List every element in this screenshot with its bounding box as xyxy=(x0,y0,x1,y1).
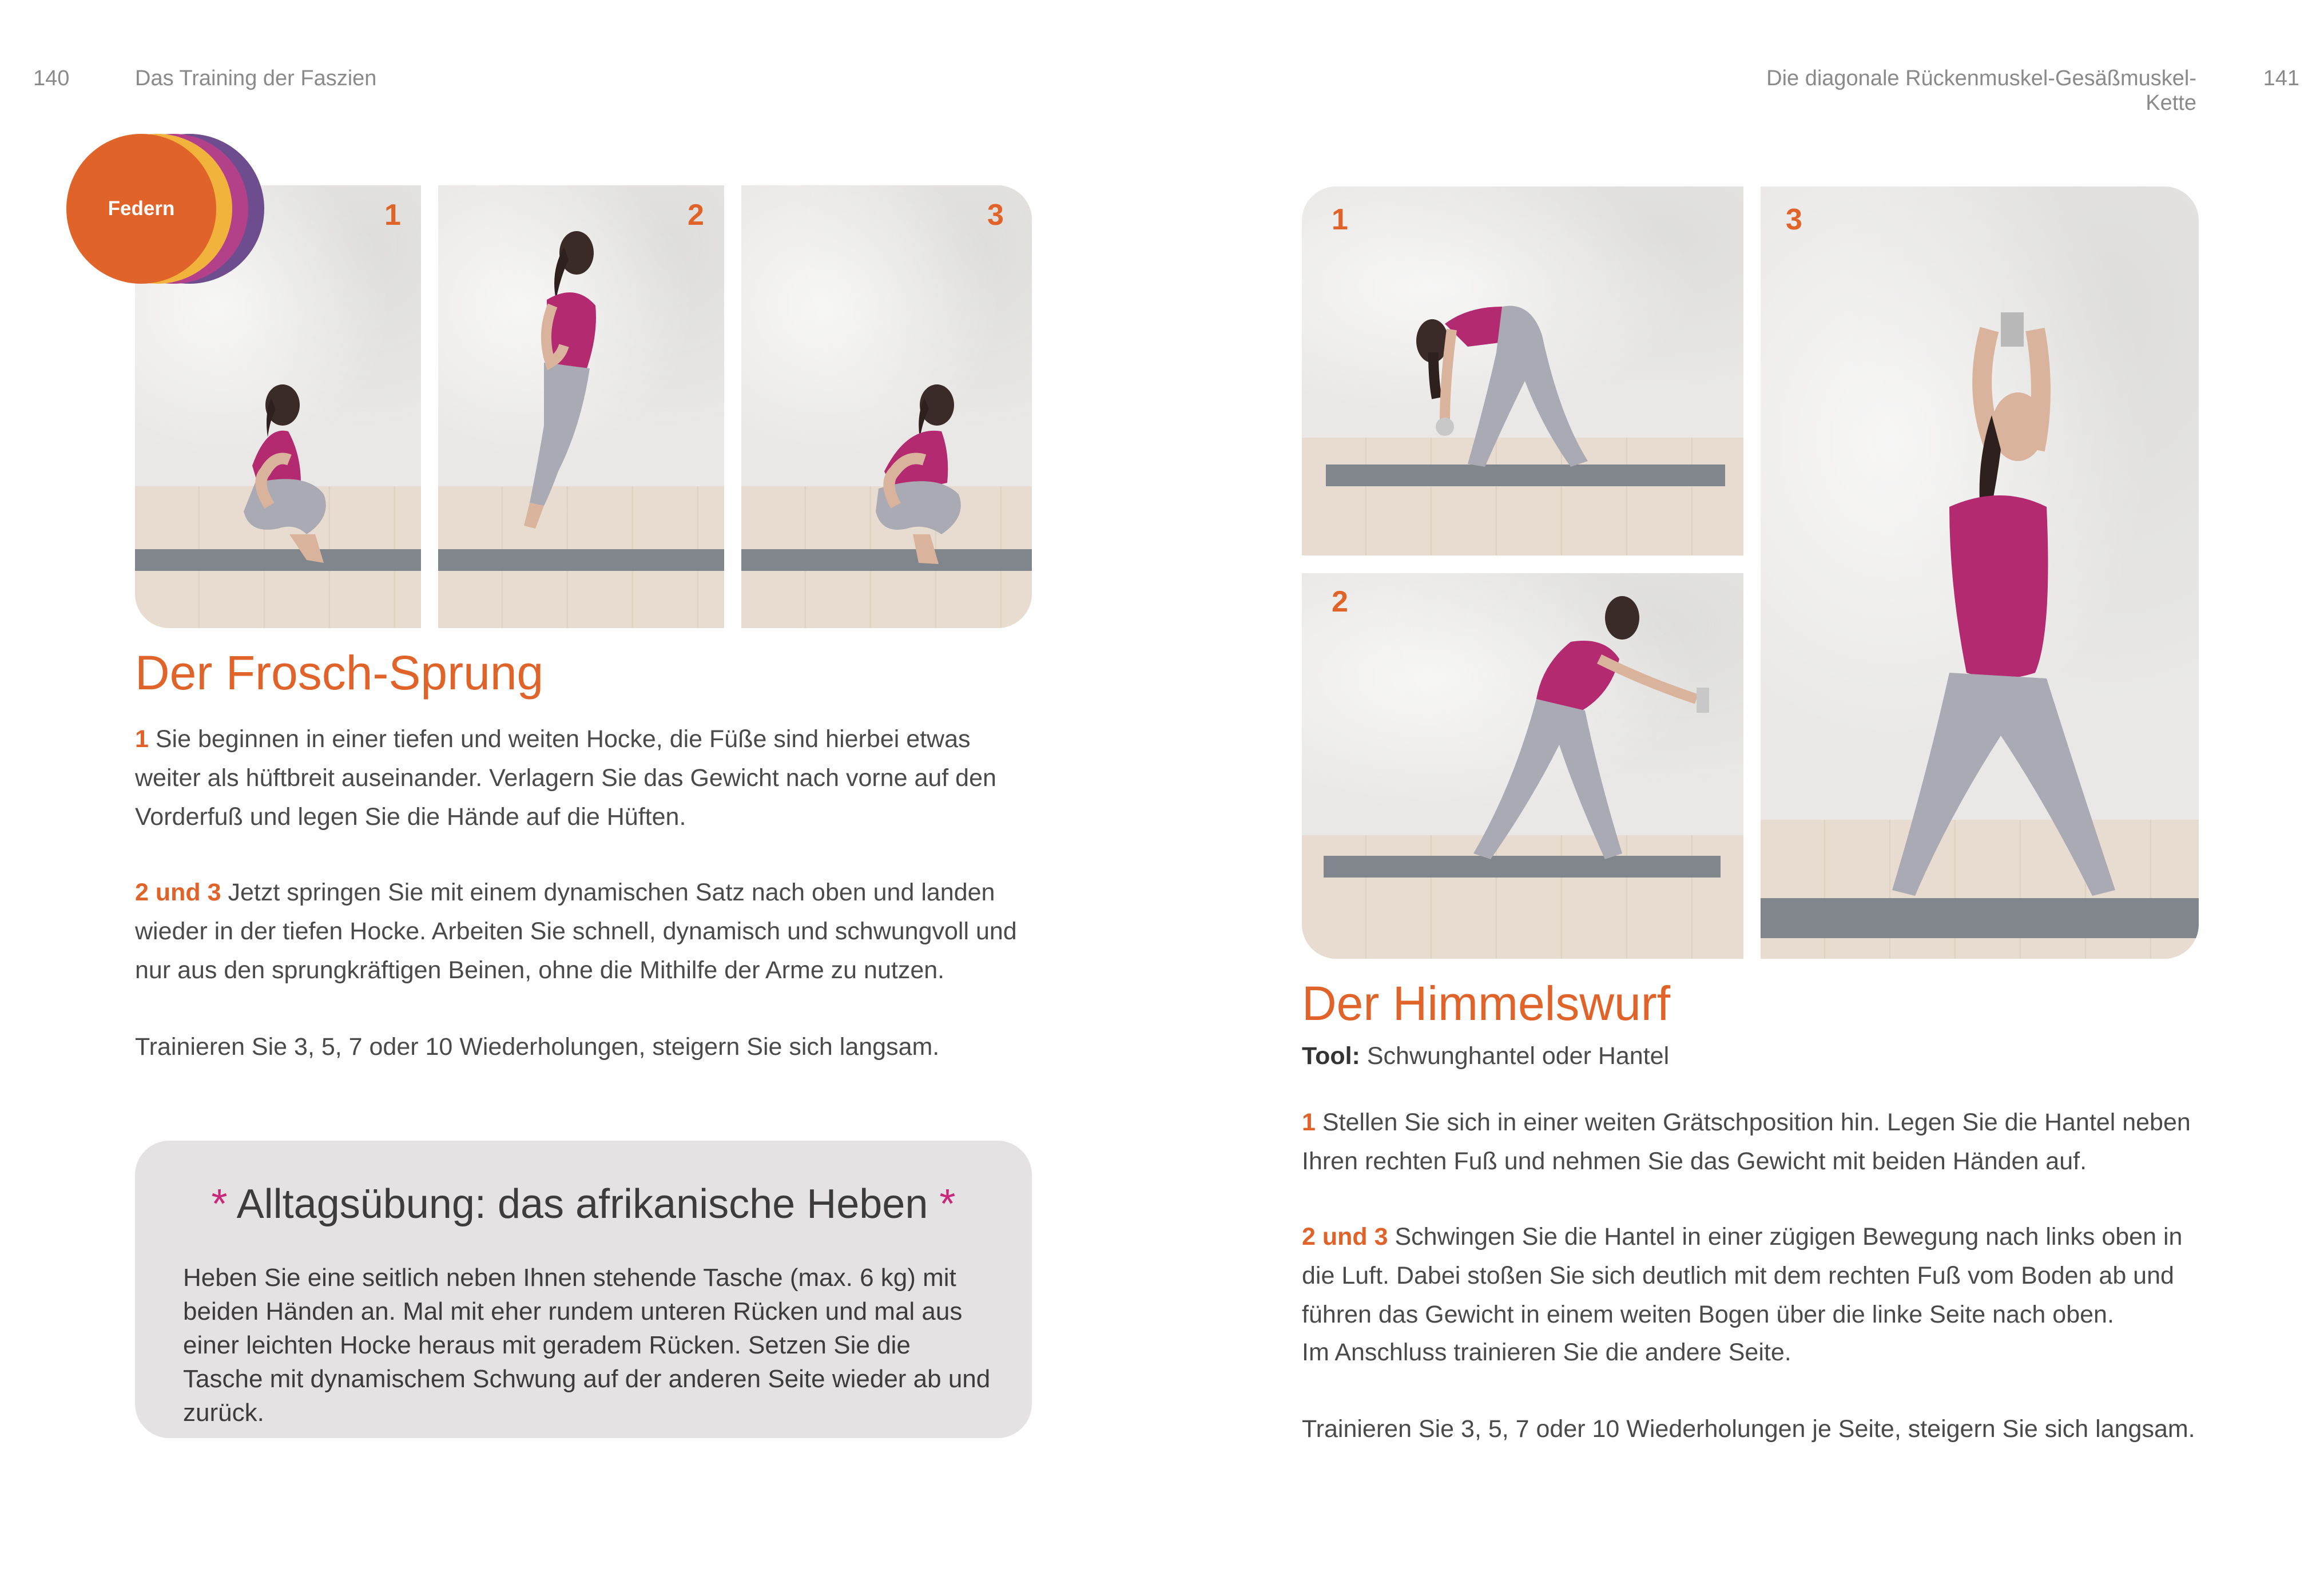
section-tab-federn: Federn xyxy=(66,134,216,284)
tool-value: Schwunghantel oder Hantel xyxy=(1366,1042,1670,1070)
sky-throw-photo-2 xyxy=(1302,573,1743,959)
frog-jump-photo-strip xyxy=(135,185,1032,628)
step-lead: 2 und 3 xyxy=(135,879,221,906)
photo-number: 1 xyxy=(1332,203,1348,236)
sky-throw-other-side: Im Anschluss trainieren Sie die andere Seite. xyxy=(1302,1339,1791,1366)
sky-throw-step-1 xyxy=(1302,1103,2206,1181)
sky-throw-photo-grid xyxy=(1302,186,2199,959)
step-lead: 1 xyxy=(1302,1109,1316,1136)
step-text: Sie beginnen in einer tiefen und weiten Hocke, die Füße sind hierbei etwas weiter als hüftbreit auseinander. Verlagern Sie das Gewicht nach vorne auf den Vorderfuß und legen Sie die Hände auf die Hüften. xyxy=(135,725,996,831)
sky-throw-tool xyxy=(1302,1037,2217,1075)
sky-throw-step-2-3 xyxy=(1302,1217,2206,1334)
step-lead: 1 xyxy=(135,725,149,753)
asterisk-icon: * xyxy=(939,1181,956,1227)
everyday-exercise-text: Heben Sie eine seitlich neben Ihnen stehende Tasche (max. 6 kg) mit beiden Händen an. Mal mit eher rundem unteren Rücken und mal aus einer leichten Hocke heraus mit geradem Rücken. Setzen Sie die Tasche mit dynamischem Schwung auf der anderen Seite wieder ab und zurück. xyxy=(183,1264,991,1427)
left-page-number: 140 xyxy=(33,66,70,90)
everyday-exercise-title xyxy=(135,1181,1032,1228)
step-text: Stellen Sie sich in einer weiten Grätschposition hin. Legen Sie die Hantel neben Ihren rechten Fuß und nehmen Sie das Gewicht mit beiden Händen auf. xyxy=(1302,1109,2191,1175)
woman-bending-figure xyxy=(1302,186,1743,555)
sky-throw-repetitions: Trainieren Sie 3, 5, 7 oder 10 Wiederholungen je Seite, steigern Sie sich langsam. xyxy=(1302,1415,2195,1443)
frog-jump-step-1 xyxy=(135,720,1039,836)
frog-jump-step-2-3 xyxy=(135,873,1039,990)
photo-number: 2 xyxy=(1332,585,1348,618)
woman-swinging-figure xyxy=(1302,573,1743,959)
step-lead: 2 und 3 xyxy=(1302,1223,1388,1250)
woman-landing-figure xyxy=(741,185,1032,628)
step-text: Schwingen Sie die Hantel in einer zügigen Bewegung nach links oben in die Luft. Dabei stoßen Sie sich deutlich mit dem rechten Fuß vom Boden ab und führen das Gewicht in einem weiten Bogen über die linke Seite nach oben. xyxy=(1302,1223,2183,1328)
left-running-title: Das Training der Faszien xyxy=(135,66,377,90)
sky-throw-title: Der Himmelswurf xyxy=(1302,976,1671,1030)
photo-number: 3 xyxy=(987,199,1004,232)
frog-jump-photo-2 xyxy=(438,185,724,628)
frog-jump-photo-3 xyxy=(741,185,1032,628)
everyday-exercise-box xyxy=(135,1141,1032,1438)
tool-label: Tool: xyxy=(1302,1042,1360,1070)
photo-number: 1 xyxy=(384,199,401,232)
woman-jumping-figure xyxy=(438,185,724,628)
sky-throw-photo-3 xyxy=(1761,186,2199,959)
right-page-number: 141 xyxy=(2263,66,2299,90)
box-title-text: Alltagsübung: das afrikanische Heben xyxy=(236,1181,928,1227)
photo-number: 2 xyxy=(688,199,704,232)
right-running-title: Die diagonale Rückenmuskel-Gesäßmuskel-Kette xyxy=(1766,66,2196,115)
photo-number: 3 xyxy=(1786,203,1802,236)
asterisk-icon: * xyxy=(211,1181,228,1227)
sky-throw-photo-1 xyxy=(1302,186,1743,555)
frog-jump-repetitions: Trainieren Sie 3, 5, 7 oder 10 Wiederholungen, steigern Sie sich langsam. xyxy=(135,1033,940,1061)
woman-reaching-up-figure xyxy=(1761,186,2199,959)
frog-jump-title: Der Frosch-Sprung xyxy=(135,646,544,700)
step-text: Jetzt springen Sie mit einem dynamischen Satz nach oben und landen wieder in der tiefen Hocke. Arbeiten Sie schnell, dynamisch und schwungvoll und nur aus den sprungkräftigen Beinen, ohne die Mithilfe der Arme zu nutzen. xyxy=(135,879,1017,984)
